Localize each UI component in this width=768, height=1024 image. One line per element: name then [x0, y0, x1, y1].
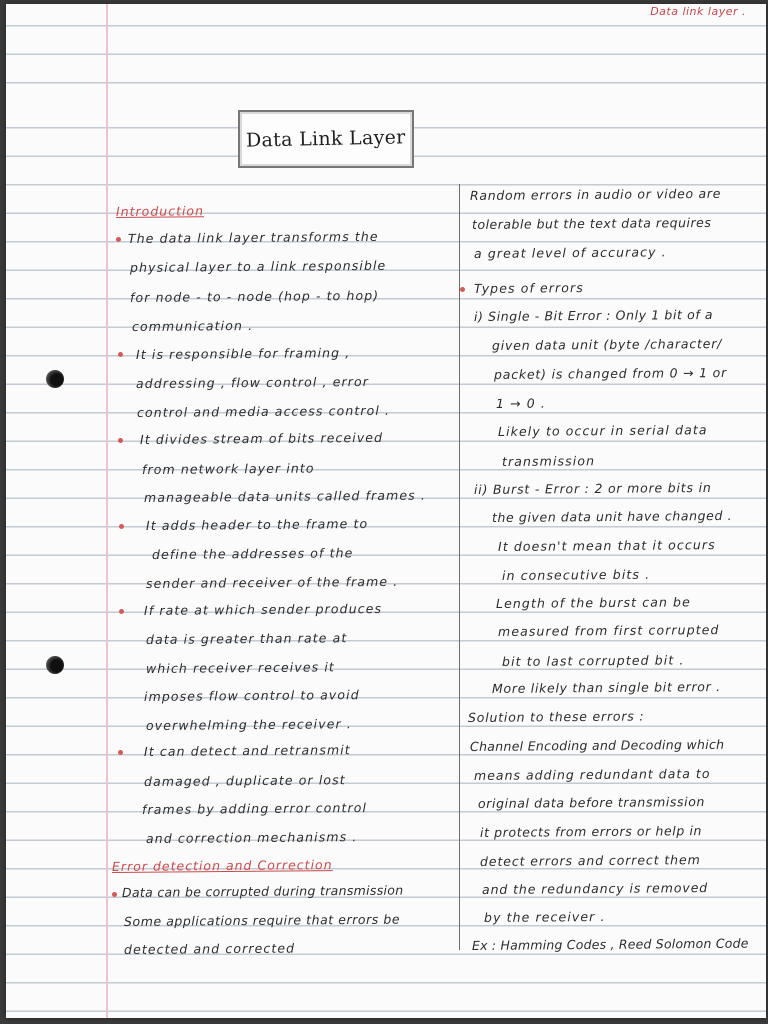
text-line: Likely to occur in serial data [497, 422, 708, 439]
text-line: means adding redundant data to [473, 765, 711, 783]
bullet [119, 524, 124, 529]
text-line: original data before transmission [477, 794, 706, 811]
text-line: Data can be corrupted during transmission [121, 882, 404, 900]
text-line: given data unit (byte /character/ [491, 335, 723, 353]
page-topic-note: Data link layer . [650, 5, 746, 18]
bullet [118, 352, 123, 357]
text-line: imposes flow control to avoid [143, 687, 360, 704]
text-line: addressing , flow control , error [135, 373, 369, 391]
text-line: overwhelming the receiver . [145, 716, 352, 733]
bullet [116, 237, 121, 242]
heading-error-detection: Error detection and Correction [111, 857, 333, 874]
text-line: i) Single - Bit Error : Only 1 bit of a [473, 306, 714, 324]
text-line: bit to last corrupted bit . [501, 652, 685, 669]
margin-line [106, 4, 108, 1018]
text-line: measured from first corrupted [497, 622, 720, 639]
bullet [112, 892, 117, 897]
text-line: which receiver receives it [145, 659, 335, 676]
text-line: it protects from errors or help in [479, 823, 703, 840]
text-line: manageable data units called frames . [143, 487, 426, 505]
text-line: and correction mechanisms . [145, 829, 358, 846]
column-divider [459, 184, 460, 950]
bullet [460, 287, 465, 292]
text-line: communication . [131, 317, 254, 334]
text-line: physical layer to a link responsible [129, 257, 387, 275]
text-line: from network layer into [141, 460, 315, 477]
text-line: Length of the burst can be [495, 594, 691, 611]
text-line: for node - to - node (hop - to hop) [129, 287, 380, 305]
page-title: Data Link Layer [246, 126, 406, 152]
text-line: Channel Encoding and Decoding which [469, 736, 725, 754]
text-line: Random errors in audio or video are [469, 185, 722, 203]
text-line: sender and receiver of the frame . [145, 573, 399, 591]
text-line: The data link layer transforms the [127, 228, 379, 246]
text-line: It is responsible for framing , [135, 345, 351, 362]
text-line: detected and corrected [123, 940, 296, 957]
heading-introduction: Introduction [115, 203, 205, 219]
text-line: Types of errors [473, 280, 584, 296]
text-line: packet) is changed from 0 → 1 or [493, 364, 728, 382]
text-line: tolerable but the text data requires [471, 214, 712, 232]
text-line: control and media access control . [136, 402, 391, 420]
text-line: transmission [501, 453, 596, 469]
text-line: damaged , duplicate or lost [143, 772, 346, 789]
text-line: data is greater than rate at [145, 630, 348, 647]
text-line: 1 → 0 . [495, 395, 547, 411]
text-line: It can detect and retransmit [143, 742, 351, 759]
text-line: Some applications require that errors be [123, 911, 401, 929]
text-line: It doesn't mean that it occurs [497, 537, 716, 554]
text-line: Ex : Hamming Codes , Reed Solomon Code [471, 935, 749, 953]
bullet [118, 750, 123, 755]
text-line: It divides stream of bits received [139, 429, 384, 447]
text-line: frames by adding error control [141, 800, 368, 817]
text-line: define the addresses of the [151, 545, 354, 562]
bullet [119, 609, 124, 614]
text-line: the given data unit have changed . [491, 507, 733, 525]
binder-hole [46, 370, 64, 388]
text-line: If rate at which sender produces [143, 600, 383, 618]
text-line: by the receiver . [483, 908, 606, 925]
notebook-page [6, 4, 766, 1018]
text-line: It adds header to the frame to [145, 516, 369, 533]
text-line: Solution to these errors : [467, 708, 645, 725]
bullet [118, 438, 123, 443]
binder-hole [46, 656, 64, 674]
title-box [238, 110, 414, 168]
text-line: More likely than single bit error . [491, 679, 721, 696]
text-line: detect errors and correct them [479, 852, 701, 869]
text-line: a great level of accuracy . [473, 244, 667, 261]
text-line: ii) Burst - Error : 2 or more bits in [473, 479, 712, 497]
text-line: in consecutive bits . [501, 566, 651, 583]
text-line: and the redundancy is removed [481, 880, 709, 897]
